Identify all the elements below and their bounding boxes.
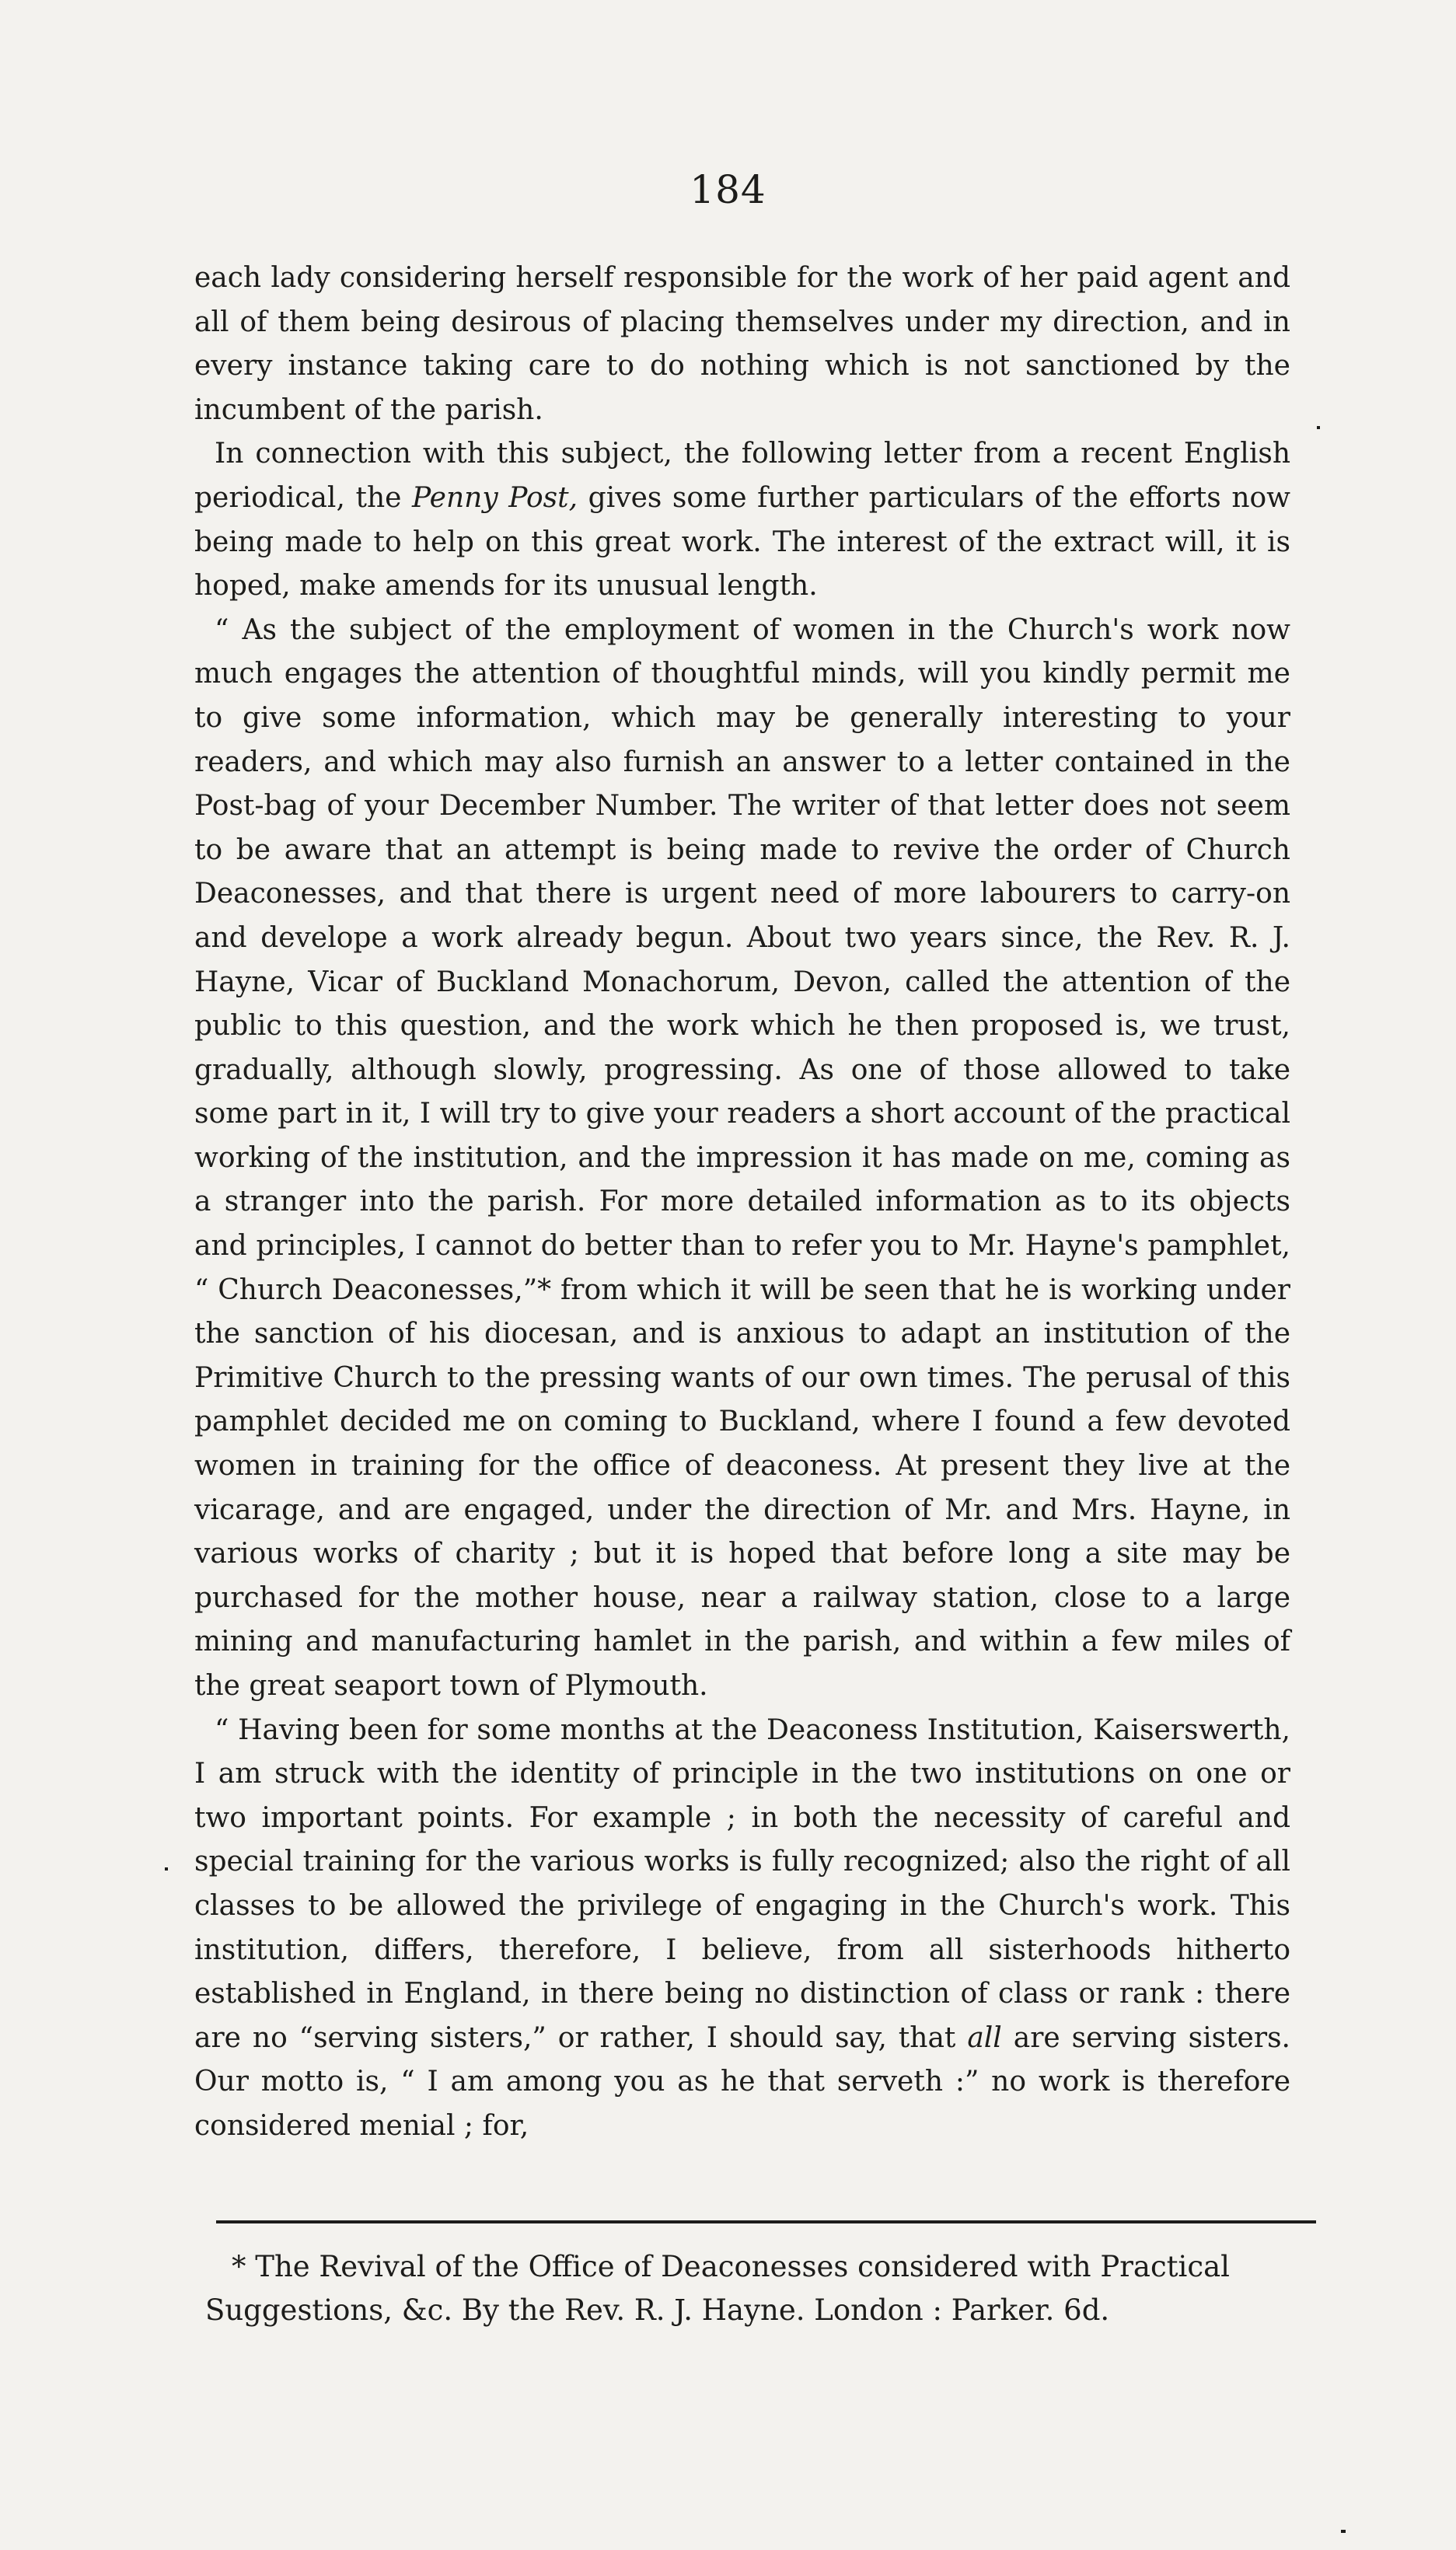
footnote [205, 2245, 1309, 2332]
page-number: 184 [690, 167, 766, 212]
main-text [194, 257, 1290, 2149]
margin-speck [1341, 2530, 1346, 2533]
paragraph-4-letter: “ Having been for some months at the Deaconess Institution, Kaiserswerth, I am struck with the identity of principle in the two institutions on one or two important points. For example ; in both the necessity of careful and special training for the various works is fully recognized; also the right of all classes to be allowed the privilege of engaging in the Church's work. This institution, differs, therefore, I believe, from all sisterhoods hitherto established in England, in there being no distinction of class or rank : there are no “serving sisters,” or rather, I should say, that all are serving sisters. Our motto is, “ I am among you as he that serveth :” no work is therefore considered menial ; for, [194, 1713, 1290, 2142]
paragraph-2: In connection with this subject, the following letter from a recent English periodical, the Penny Post, gives some further particulars of the efforts now being made to help on this great work. The interest of the extract will, it is hoped, make amends for its unusual length. [194, 438, 1290, 603]
emphasis-all: all [967, 2021, 1002, 2054]
margin-speck [1317, 426, 1320, 429]
periodical-title: Penny Post, [412, 481, 578, 514]
margin-speck [165, 1867, 168, 1871]
footnote-divider [216, 2220, 1316, 2223]
paragraph-1: each lady considering herself responsible for the work of her paid agent and all of them being desirous of placing themselves under my direction, and in every instance taking care to do nothing which is not sanctioned by the incumbent of the parish. [194, 262, 1290, 426]
footnote-text: * The Revival of the Office of Deaconesses considered with Practical Suggestions, &c. By the Rev. R. J. Hayne. London : Parker. 6d. [205, 2250, 1230, 2327]
paragraph-3-letter: “ As the subject of the employment of women in the Church's work now much engages the attention of thoughtful minds, will you kindly permit me to give some information, which may be generally interesting to your readers, and which may also furnish an answer to a letter contained in the Post-bag of your December Number. The writer of that letter does not seem to be aware that an attempt is being made to revive the order of Church Deaconesses, and that there is urgent need of more labourers to carry-on and develope a work already begun. About two years since, the Rev. R. J. Hayne, Vicar of Buckland Monachorum, Devon, called the attention of the public to this question, and the work which he then proposed is, we trust, gradually, although slowly, progressing. As one of those allowed to take some part in it, I will try to give your readers a short account of the practical working of the institution, and the impression it has made on me, coming as a stranger into the parish. For more detailed information as to its objects and principles, I cannot do better than to refer you to Mr. Hayne's pamphlet, “ Church Deaconesses,”* from which it will be seen that he is working under the sanction of his diocesan, and is anxious to adapt an institution of the Primitive Church to the pressing wants of our own times. The perusal of this pamphlet decided me on coming to Buckland, where I found a few devoted women in training for the office of deaconess. At present they live at the vicarage, and are engaged, under the direction of Mr. and Mrs. Hayne, in various works of charity ; but it is hoped that before long a site may be purchased for the mother house, near a railway station, close to a large mining and manufacturing hamlet in the parish, and within a few miles of the great seaport town of Plymouth. [194, 613, 1290, 1702]
